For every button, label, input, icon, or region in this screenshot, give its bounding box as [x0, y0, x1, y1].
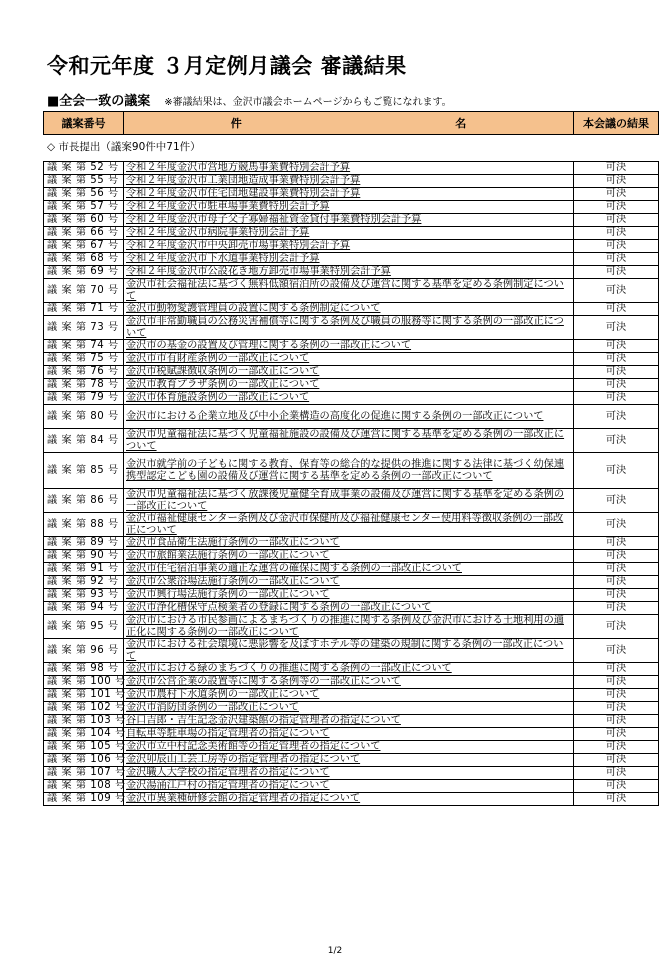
bill-title: 金沢市の基金の設置及び管理に関する条例の一部改正について: [124, 340, 574, 353]
table-row: [44, 240, 659, 253]
bill-number: 議 案 第 105 号: [44, 741, 124, 754]
table-row: [44, 214, 659, 227]
bill-number: 議 案 第 68 号: [44, 253, 124, 266]
bill-number: 議 案 第 92 号: [44, 576, 124, 589]
table-row: [44, 227, 659, 240]
table-row: [44, 405, 659, 429]
table-row: [44, 489, 659, 513]
bill-title: 金沢市旅館業法施行条例の一部改正について: [124, 550, 574, 563]
bill-result: 可決: [574, 563, 659, 576]
header-title-part-b: 名: [455, 117, 467, 130]
page-title: 令和元年度 ３月定例月議会 審議結果: [47, 54, 407, 78]
bill-result: 可決: [574, 201, 659, 214]
bill-result: 可決: [574, 576, 659, 589]
table-row: [44, 741, 659, 754]
bill-result: 可決: [574, 162, 659, 175]
table-row: [44, 353, 659, 366]
bill-number: 議 案 第 94 号: [44, 602, 124, 615]
bill-number: 議 案 第 107 号: [44, 767, 124, 780]
bill-number: 議 案 第 57 号: [44, 201, 124, 214]
bill-result: 可決: [574, 353, 659, 366]
bill-result: 可決: [574, 214, 659, 227]
bill-number: 議 案 第 71 号: [44, 303, 124, 316]
table-row: [44, 253, 659, 266]
table-row: [44, 201, 659, 214]
bill-title: 金沢市における市民参画によるまちづくりの推進に関する条例及び金沢市における土地利用の適正化に関する条例の一部改正について: [124, 615, 574, 639]
table-row: [44, 162, 659, 175]
bill-number: 議 案 第 89 号: [44, 537, 124, 550]
bill-title: 金沢市における社会環境に悪影響を及ぼすホテル等の建築の規制に関する条例の一部改正について: [124, 639, 574, 663]
bill-number: 議 案 第 101 号: [44, 689, 124, 702]
bill-title: 金沢市興行場法施行条例の一部改正について: [124, 589, 574, 602]
bill-number: 議 案 第 85 号: [44, 453, 124, 489]
bill-result: 可決: [574, 405, 659, 429]
bill-number: 議 案 第 73 号: [44, 316, 124, 340]
table-row: [44, 615, 659, 639]
bill-result: 可決: [574, 589, 659, 602]
bill-number: 議 案 第 55 号: [44, 175, 124, 188]
bill-title: 金沢市異業種研修会館の指定管理者の指定について: [124, 793, 574, 806]
bill-title: 令和２年度金沢市住宅団地建設事業費特別会計予算: [124, 188, 574, 201]
table-row: [44, 576, 659, 589]
bill-title: 金沢市体育施設条例の一部改正について: [124, 392, 574, 405]
bill-result: 可決: [574, 392, 659, 405]
bill-number: 議 案 第 56 号: [44, 188, 124, 201]
bill-number: 議 案 第 75 号: [44, 353, 124, 366]
table-row: [44, 689, 659, 702]
bill-title: 金沢市福祉健康センター条例及び金沢市保健所及び福祉健康センター使用料等徴収条例の一部改正について: [124, 513, 574, 537]
header-title-part-a: 件: [230, 117, 242, 130]
bill-number: 議 案 第 103 号: [44, 715, 124, 728]
table-row: [44, 537, 659, 550]
bill-title: 金沢市教育プラザ条例の一部改正について: [124, 379, 574, 392]
bill-number: 議 案 第 78 号: [44, 379, 124, 392]
bill-title: 自転車等駐車場の指定管理者の指定について: [124, 728, 574, 741]
table-row: [44, 702, 659, 715]
table-row: [44, 429, 659, 453]
bill-title: 令和２年度金沢市駐車場事業費特別会計予算: [124, 201, 574, 214]
bill-result: 可決: [574, 489, 659, 513]
table-row: [44, 550, 659, 563]
bill-number: 議 案 第 52 号: [44, 162, 124, 175]
bill-title: 金沢市児童福祉法に基づく放課後児童健全育成事業の設備及び運営に関する基準を定める条例の一部改正について: [124, 489, 574, 513]
bill-title: 谷口吉郎・吉生記念金沢建築館の指定管理者の指定について: [124, 715, 574, 728]
bill-title: 金沢市公営企業の設置等に関する条例等の一部改正について: [124, 676, 574, 689]
bill-title: 令和２年度金沢市中央卸売市場事業特別会計予算: [124, 240, 574, 253]
table-row: [44, 175, 659, 188]
bill-result: 可決: [574, 266, 659, 279]
bill-title: 令和２年度金沢市営地方競馬事業費特別会計予算: [124, 162, 574, 175]
bill-number: 議 案 第 84 号: [44, 429, 124, 453]
table-row: [44, 513, 659, 537]
table-row: [44, 728, 659, 741]
website-note: ※審議結果は、金沢市議会ホームページからもご覧になれます。: [164, 97, 452, 108]
bill-result: 可決: [574, 728, 659, 741]
section-heading: ◇ 市長提出（議案90件中71件）: [47, 141, 201, 153]
table-row: [44, 663, 659, 676]
bill-result: 可決: [574, 741, 659, 754]
bill-result: 可決: [574, 303, 659, 316]
bill-title: 金沢市市有財産条例の一部改正について: [124, 353, 574, 366]
bill-title: 金沢市税賦課徴収条例の一部改正について: [124, 366, 574, 379]
bill-table: [43, 161, 659, 806]
bill-title: 令和２年度金沢市工業団地造成事業費特別会計予算: [124, 175, 574, 188]
table-row: [44, 602, 659, 615]
bill-title: 金沢市消防団条例の一部改正について: [124, 702, 574, 715]
bill-number: 議 案 第 66 号: [44, 227, 124, 240]
bill-result: 可決: [574, 767, 659, 780]
bill-result: 可決: [574, 793, 659, 806]
bill-title: 金沢市における企業立地及び中小企業構造の高度化の促進に関する条例の一部改正について: [124, 405, 574, 429]
bill-result: 可決: [574, 175, 659, 188]
bill-number: 議 案 第 93 号: [44, 589, 124, 602]
bill-result: 可決: [574, 639, 659, 663]
bill-title: 金沢市浄化槽保守点検業者の登録に関する条例の一部改正について: [124, 602, 574, 615]
table-row: [44, 767, 659, 780]
bill-result: 可決: [574, 615, 659, 639]
table-header: [43, 111, 659, 135]
bill-result: 可決: [574, 366, 659, 379]
bill-number: 議 案 第 88 号: [44, 513, 124, 537]
table-row: [44, 379, 659, 392]
bill-result: 可決: [574, 780, 659, 793]
bill-title: 金沢市就学前の子どもに関する教育、保育等の総合的な提供の推進に関する法律に基づく幼保連携型認定こども園の設備及び運営に関する基準を定める条例の一部改正について: [124, 453, 574, 489]
bill-number: 議 案 第 91 号: [44, 563, 124, 576]
table-row: [44, 340, 659, 353]
bill-number: 議 案 第 90 号: [44, 550, 124, 563]
bill-title: 令和２年度金沢市公設花き地方卸売市場事業特別会計予算: [124, 266, 574, 279]
bill-result: 可決: [574, 279, 659, 303]
bill-title: 金沢市立中村記念美術館等の指定管理者の指定について: [124, 741, 574, 754]
table-row: [44, 279, 659, 303]
bill-title: 金沢市動物愛護管理員の設置に関する条例制定について: [124, 303, 574, 316]
table-row: [44, 754, 659, 767]
bill-result: 可決: [574, 676, 659, 689]
bill-title: 金沢市食品衛生法施行条例の一部改正について: [124, 537, 574, 550]
table-row: [44, 563, 659, 576]
bill-title: 令和２年度金沢市下水道事業特別会計予算: [124, 253, 574, 266]
table-row: [44, 715, 659, 728]
bill-result: 可決: [574, 602, 659, 615]
table-row: [44, 676, 659, 689]
bill-number: 議 案 第 109 号: [44, 793, 124, 806]
bill-result: 可決: [574, 702, 659, 715]
table-row: [44, 780, 659, 793]
bill-result: 可決: [574, 188, 659, 201]
bill-number: 議 案 第 86 号: [44, 489, 124, 513]
bill-result: 可決: [574, 379, 659, 392]
bill-result: 可決: [574, 253, 659, 266]
bill-number: 議 案 第 95 号: [44, 615, 124, 639]
bill-title: 令和２年度金沢市病院事業特別会計予算: [124, 227, 574, 240]
bill-result: 可決: [574, 663, 659, 676]
bill-title: 金沢市住宅宿泊事業の適正な運営の確保に関する条例の一部改正について: [124, 563, 574, 576]
bill-number: 議 案 第 74 号: [44, 340, 124, 353]
bill-number: 議 案 第 69 号: [44, 266, 124, 279]
bill-result: 可決: [574, 754, 659, 767]
bill-title: 金沢湯涌江戸村の指定管理者の指定について: [124, 780, 574, 793]
table-row: [44, 316, 659, 340]
table-row: [44, 266, 659, 279]
bill-result: 可決: [574, 240, 659, 253]
bill-result: 可決: [574, 715, 659, 728]
bill-title: 金沢市児童福祉法に基づく児童福祉施設の設備及び運営に関する基準を定める条例の一部改正について: [124, 429, 574, 453]
page-number: 1/2: [327, 946, 343, 956]
header-bill-number: 議案番号: [44, 112, 124, 135]
bill-number: 議 案 第 79 号: [44, 392, 124, 405]
bill-number: 議 案 第 108 号: [44, 780, 124, 793]
bill-number: 議 案 第 76 号: [44, 366, 124, 379]
table-row: [44, 366, 659, 379]
header-result: 本会議の結果: [574, 112, 659, 135]
bill-result: 可決: [574, 453, 659, 489]
bill-number: 議 案 第 100 号: [44, 676, 124, 689]
bill-result: 可決: [574, 227, 659, 240]
bill-title: 令和２年度金沢市母子父子寡婦福祉資金貸付事業費特別会計予算: [124, 214, 574, 227]
table-row: [44, 453, 659, 489]
bill-number: 議 案 第 106 号: [44, 754, 124, 767]
bill-title: 金沢卯辰山工芸工房等の指定管理者の指定について: [124, 754, 574, 767]
bill-result: 可決: [574, 316, 659, 340]
table-row: [44, 392, 659, 405]
bill-result: 可決: [574, 689, 659, 702]
subheading-label: ■全会一致の議案: [47, 94, 151, 109]
table-row: [44, 188, 659, 201]
bill-number: 議 案 第 104 号: [44, 728, 124, 741]
bill-number: 議 案 第 98 号: [44, 663, 124, 676]
bill-title: 金沢市公衆浴場法施行条例の一部改正について: [124, 576, 574, 589]
header-title: [124, 112, 574, 135]
table-row: [44, 793, 659, 806]
table-row: [44, 639, 659, 663]
bill-title: 金沢市非常勤職員の公務災害補償等に関する条例及び職員の服務等に関する条例の一部改正について: [124, 316, 574, 340]
subheading: [47, 90, 452, 109]
table-row: [44, 303, 659, 316]
bill-number: 議 案 第 60 号: [44, 214, 124, 227]
bill-number: 議 案 第 96 号: [44, 639, 124, 663]
bill-number: 議 案 第 102 号: [44, 702, 124, 715]
table-row: [44, 589, 659, 602]
bill-title: 金沢職人大学校の指定管理者の指定について: [124, 767, 574, 780]
bill-result: 可決: [574, 513, 659, 537]
bill-result: 可決: [574, 550, 659, 563]
bill-result: 可決: [574, 537, 659, 550]
bill-number: 議 案 第 70 号: [44, 279, 124, 303]
bill-result: 可決: [574, 340, 659, 353]
bill-title: 金沢市農村下水道条例の一部改正について: [124, 689, 574, 702]
bill-number: 議 案 第 80 号: [44, 405, 124, 429]
bill-title: 金沢市における緑のまちづくりの推進に関する条例の一部改正について: [124, 663, 574, 676]
bill-number: 議 案 第 67 号: [44, 240, 124, 253]
bill-result: 可決: [574, 429, 659, 453]
bill-title: 金沢市社会福祉法に基づく無料低額宿泊所の設備及び運営に関する基準を定める条例制定について: [124, 279, 574, 303]
